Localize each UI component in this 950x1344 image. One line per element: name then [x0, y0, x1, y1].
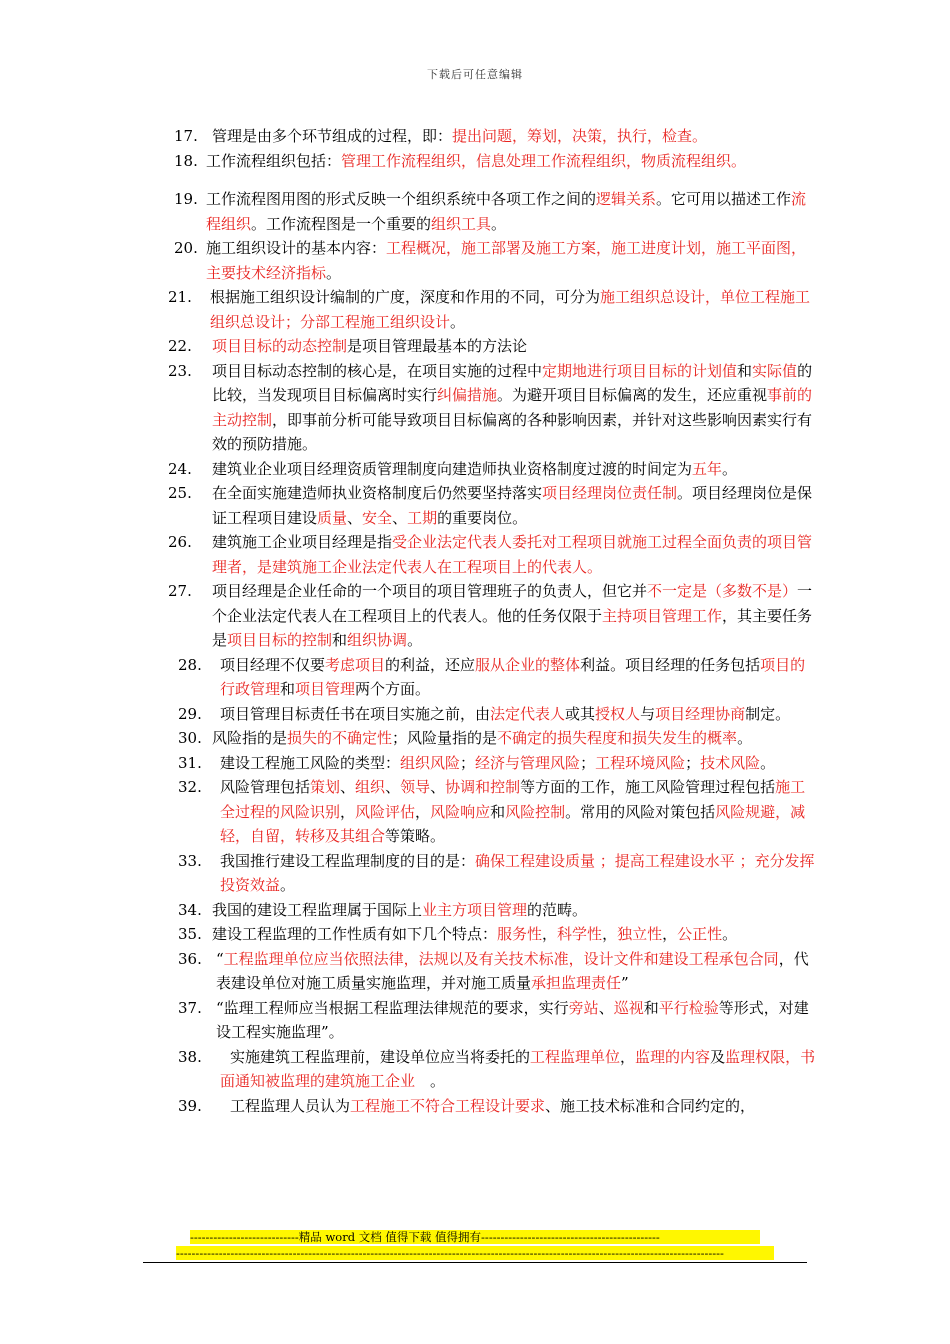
- highlight-text: 监理的内容: [635, 1047, 711, 1066]
- body-text: ，其主要任务是: [212, 606, 813, 649]
- body-text: 建筑业企业项目经理资质管理制度向建造师执业资格制度过渡的时间定为: [212, 459, 693, 478]
- item-number: 18.: [174, 151, 198, 170]
- list-item: [168, 334, 818, 359]
- highlight-text: 项目经理岗位责任制: [542, 484, 678, 502]
- highlight-text: 协调和控制: [445, 778, 521, 796]
- body-text: ；: [460, 753, 476, 772]
- body-text: 、: [392, 508, 408, 527]
- body-text: 。项目经理岗位是保证工程项目建设: [212, 484, 813, 527]
- list-item: [168, 457, 818, 482]
- list-item: [168, 849, 818, 898]
- highlight-text: 管理工作流程组织，信息处理工作流程组织，物质流程组织。: [341, 151, 747, 170]
- body-text: ”: [621, 974, 629, 992]
- body-text: 、: [385, 778, 401, 796]
- body-text: 等形式，对建设工程实施监理”。: [216, 998, 809, 1041]
- body-text: 是项目管理最基本的方法论: [347, 337, 528, 355]
- item-number: 25.: [168, 484, 192, 502]
- highlight-text: 流程组织: [206, 190, 807, 233]
- highlight-text: 法定代表人: [490, 704, 566, 723]
- body-text: 或其: [565, 704, 596, 723]
- highlight-text: 组织协调: [347, 631, 408, 649]
- highlight-text: 组织: [355, 778, 386, 796]
- highlight-text: 工程概况，施工部署及施工方案，施工进度计划，施工平面图，主要技术经济指标: [206, 239, 807, 282]
- highlight-text: 经济与管理风险: [475, 753, 581, 772]
- footer-banner: ----------------------------精品 word 文档 值得下载 值得拥有----------------------------------------------: [190, 1230, 760, 1244]
- highlight-text: 定期地进行项目目标的计划值: [542, 361, 738, 380]
- highlight-text: 实际值: [752, 361, 798, 380]
- highlight-text: 平行检验: [658, 998, 719, 1017]
- body-text: 根据施工组织设计编制的广度，深度和作用的不同，可分为: [210, 288, 601, 306]
- highlight-text: 组织风险: [400, 753, 461, 772]
- body-text: 两个方面。: [355, 680, 431, 698]
- highlight-text: 独立性: [617, 925, 663, 943]
- body-text: ，: [602, 925, 618, 943]
- body-text: 。: [722, 925, 738, 943]
- body-text: ，即事前分析可能导致项目目标偏离的各种影响因素，并针对这些影响因素实行有效的预防措施。: [212, 410, 813, 453]
- highlight-text: 工程监理单位: [530, 1047, 621, 1066]
- body-text: 工程监理人员认为: [230, 1096, 351, 1115]
- item-number: 36.: [178, 949, 202, 968]
- highlight-text: 主持项目管理工作: [602, 606, 723, 625]
- highlight-text: 风险控制: [505, 802, 566, 821]
- highlight-text: 项目经理协商: [655, 704, 746, 723]
- body-text: 、: [598, 998, 614, 1017]
- body-text: ，: [620, 1047, 636, 1066]
- highlight-text: 受企业法定代表人委托对工程项目就施工过程全面负责的项目管理者，是建筑施工企业法定代表人在工程项目上的代表人。: [212, 533, 813, 576]
- body-text: 。为避开项目目标偏离的发生，还应重视: [497, 386, 768, 404]
- body-text: “: [216, 949, 224, 968]
- list-item: [168, 996, 818, 1045]
- body-text: 工作流程组织包括：: [206, 151, 342, 170]
- highlight-text: 损失的不确定性: [287, 729, 393, 747]
- body-text: ；风险量指的是: [392, 729, 498, 747]
- list-item: [168, 775, 818, 849]
- highlight-text: 工程环境风险: [595, 753, 686, 772]
- highlight-text: 项目目标的动态控制: [212, 337, 348, 355]
- highlight-text: 五年: [692, 459, 723, 478]
- highlight-text: 风险规避，减轻，自留，转移及其组合: [220, 802, 806, 845]
- list-item: [168, 702, 818, 727]
- body-text: 施工组织设计的基本内容：: [206, 239, 387, 257]
- highlight-text: 风险评估: [355, 802, 416, 821]
- item-number: 39.: [178, 1096, 202, 1115]
- list-item: [168, 1094, 818, 1119]
- highlight-text: 事前的主动控制: [212, 386, 813, 429]
- body-text: 管理是由多个环节组成的过程，即：: [212, 127, 453, 145]
- body-text: 、: [430, 778, 446, 796]
- body-text: 项目经理是企业任命的一个项目的项目管理班子的负责人，但它并: [212, 582, 648, 600]
- body-text: 。: [415, 1072, 446, 1090]
- highlight-text: 项目的行政管理: [220, 655, 806, 698]
- item-number: 27.: [168, 582, 192, 600]
- list-item: [168, 653, 818, 702]
- highlight-text: 服从企业的整体: [475, 655, 581, 674]
- body-text: 项目管理目标责任书在项目实施之前，由: [220, 704, 491, 723]
- body-text: 和: [332, 631, 348, 649]
- body-text: 和: [643, 998, 659, 1017]
- body-text: 。工作流程图是一个重要的: [251, 214, 432, 233]
- body-text: ，代表建设单位对施工质量实施监理，并对施工质量: [216, 949, 809, 992]
- list-item: [168, 236, 818, 285]
- body-text: ，: [340, 802, 356, 821]
- document-body: [168, 124, 818, 1118]
- highlight-text: 监理权限，书面通知被监理的建筑施工企业: [220, 1047, 816, 1090]
- highlight-text: 策划: [310, 778, 341, 796]
- list-item: [168, 149, 818, 174]
- list-item: [168, 922, 818, 947]
- highlight-text: 授权人: [595, 704, 641, 723]
- body-text: 。: [280, 876, 296, 894]
- body-text: 。: [326, 263, 342, 282]
- body-text: ；: [580, 753, 596, 772]
- highlight-text: 纠偏措施: [437, 386, 498, 404]
- page-header: 下载后可任意编辑: [427, 68, 523, 81]
- list-item: [168, 751, 818, 776]
- list-item: [168, 726, 818, 751]
- highlight-text: 安全: [362, 508, 393, 527]
- body-text: 。: [760, 753, 776, 772]
- body-text: 等策略。: [385, 827, 446, 845]
- body-text: 等方面的工作，施工风险管理过程包括: [520, 778, 776, 796]
- item-number: 35.: [178, 925, 202, 943]
- item-number: 28.: [178, 655, 202, 674]
- body-text: ；: [685, 753, 701, 772]
- body-text: 风险指的是: [212, 729, 288, 747]
- highlight-text: 工程施工不符合工程设计要求: [350, 1096, 546, 1115]
- highlight-text: 确保工程建设质量 ；提高工程建设水平 ；充分发挥投资效益: [220, 851, 815, 894]
- body-text: 的利益，还应: [385, 655, 476, 674]
- highlight-text: 科学性: [557, 925, 603, 943]
- body-text: 和: [490, 802, 506, 821]
- highlight-text: 巡视: [613, 998, 644, 1017]
- highlight-text: 项目目标的控制: [227, 631, 333, 649]
- body-text: 。: [407, 631, 423, 649]
- body-text: 。: [722, 459, 738, 478]
- item-number: 24.: [168, 459, 192, 478]
- list-item: [168, 947, 818, 996]
- highlight-text: 业主方项目管理: [422, 900, 528, 919]
- highlight-text: 风险响应: [430, 802, 491, 821]
- highlight-text: 质量: [317, 508, 348, 527]
- list-item: [168, 481, 818, 530]
- highlight-text: 工程监理单位应当依照法律，法规以及有关技术标准，设计文件和建设工程承包合同: [223, 949, 779, 968]
- body-text: 项目经理不仅要: [220, 655, 326, 674]
- body-text: 利益。项目经理的任务包括: [580, 655, 761, 674]
- body-text: 、施工技术标准和合同约定的，: [545, 1096, 756, 1115]
- highlight-text: 公正性: [677, 925, 723, 943]
- footer-rule: [143, 1262, 807, 1263]
- body-text: 建设工程监理的工作性质有如下几个特点：: [212, 925, 498, 943]
- list-item: [168, 285, 818, 334]
- body-text: 和: [280, 680, 296, 698]
- list-item: [168, 1045, 818, 1094]
- body-text: 在全面实施建造师执业资格制度后仍然要坚持落实: [212, 484, 543, 502]
- body-text: 的重要岗位。: [437, 508, 528, 527]
- highlight-text: 承担监理责任: [531, 974, 622, 992]
- body-text: 及: [710, 1047, 726, 1066]
- highlight-text: 技术风险: [700, 753, 761, 772]
- item-number: 29.: [178, 704, 202, 723]
- body-text: 项目目标动态控制的核心是，在项目实施的过程中: [212, 361, 543, 380]
- body-text: 工作流程图用图的形式反映一个组织系统中各项工作之间的: [206, 190, 597, 208]
- highlight-text: 不一定是（多数不是）: [647, 582, 798, 600]
- highlight-text: 组织工具: [431, 214, 492, 233]
- item-number: 30.: [178, 729, 202, 747]
- body-text: 风险管理包括: [220, 778, 311, 796]
- body-text: ，: [542, 925, 558, 943]
- item-number: 33.: [178, 851, 202, 870]
- body-text: 的范畴。: [527, 900, 588, 919]
- item-number: 21.: [168, 288, 192, 306]
- body-text: 。: [737, 729, 753, 747]
- item-number: 23.: [168, 361, 192, 380]
- list-item: [168, 579, 818, 653]
- body-text: “监理工程师应当根据工程监理法律规范的要求，实行: [216, 998, 569, 1017]
- body-text: 建设工程施工风险的类型：: [220, 753, 401, 772]
- list-item: [168, 187, 818, 236]
- item-number: 20.: [174, 239, 198, 257]
- body-text: 。: [450, 312, 466, 331]
- body-text: 、: [340, 778, 356, 796]
- highlight-text: 提出问题，筹划，决策，执行，检查。: [452, 127, 708, 145]
- highlight-text: 服务性: [497, 925, 543, 943]
- item-number: 38.: [178, 1047, 202, 1066]
- footer-dashes: ---------------------------------------------------------------------------------------------------------------------------------------------: [176, 1246, 774, 1260]
- body-text: 我国推行建设工程监理制度的目的是：: [220, 851, 476, 870]
- highlight-text: 不确定的损失程度和损失发生的概率: [497, 729, 738, 747]
- item-number: 34.: [178, 900, 202, 919]
- list-item: [168, 898, 818, 923]
- body-text: 与: [640, 704, 656, 723]
- list-item: [168, 359, 818, 457]
- highlight-text: 施工组织总设计，单位工程施工组织总设计；分部工程施工组织设计: [210, 288, 811, 331]
- body-text: 我国的建设工程监理属于国际上: [212, 900, 423, 919]
- body-text: 的比较，当发现项目目标偏离时实行: [212, 361, 813, 404]
- highlight-text: 领导: [400, 778, 431, 796]
- highlight-text: 施工全过程的风险识别: [220, 778, 806, 821]
- item-number: 19.: [174, 190, 198, 208]
- item-number: 31.: [178, 753, 202, 772]
- item-number: 26.: [168, 533, 192, 551]
- item-number: 17.: [174, 127, 198, 145]
- body-text: 。它可用以描述工作: [656, 190, 792, 208]
- list-item: [168, 124, 818, 149]
- item-number: 22.: [168, 337, 192, 355]
- body-text: ，: [415, 802, 431, 821]
- highlight-text: 工期: [407, 508, 438, 527]
- highlight-text: 旁站: [568, 998, 599, 1017]
- list-item: [168, 530, 818, 579]
- item-number: 32.: [178, 778, 202, 796]
- highlight-text: 逻辑关系: [596, 190, 657, 208]
- body-text: 和: [737, 361, 753, 380]
- body-text: 实施建筑工程监理前，建设单位应当将委托的: [230, 1047, 531, 1066]
- item-number: 37.: [178, 998, 202, 1017]
- body-text: 。: [491, 214, 507, 233]
- highlight-text: 项目管理: [295, 680, 356, 698]
- body-text: 、: [347, 508, 363, 527]
- body-text: 建筑施工企业项目经理是指: [212, 533, 393, 551]
- highlight-text: 考虑项目: [325, 655, 386, 674]
- body-text: 一个企业法定代表人在工程项目上的代表人。他的任务仅限于: [212, 582, 813, 625]
- body-text: 。常用的风险对策包括: [565, 802, 716, 821]
- body-text: ，: [662, 925, 678, 943]
- body-text: 制定。: [745, 704, 791, 723]
